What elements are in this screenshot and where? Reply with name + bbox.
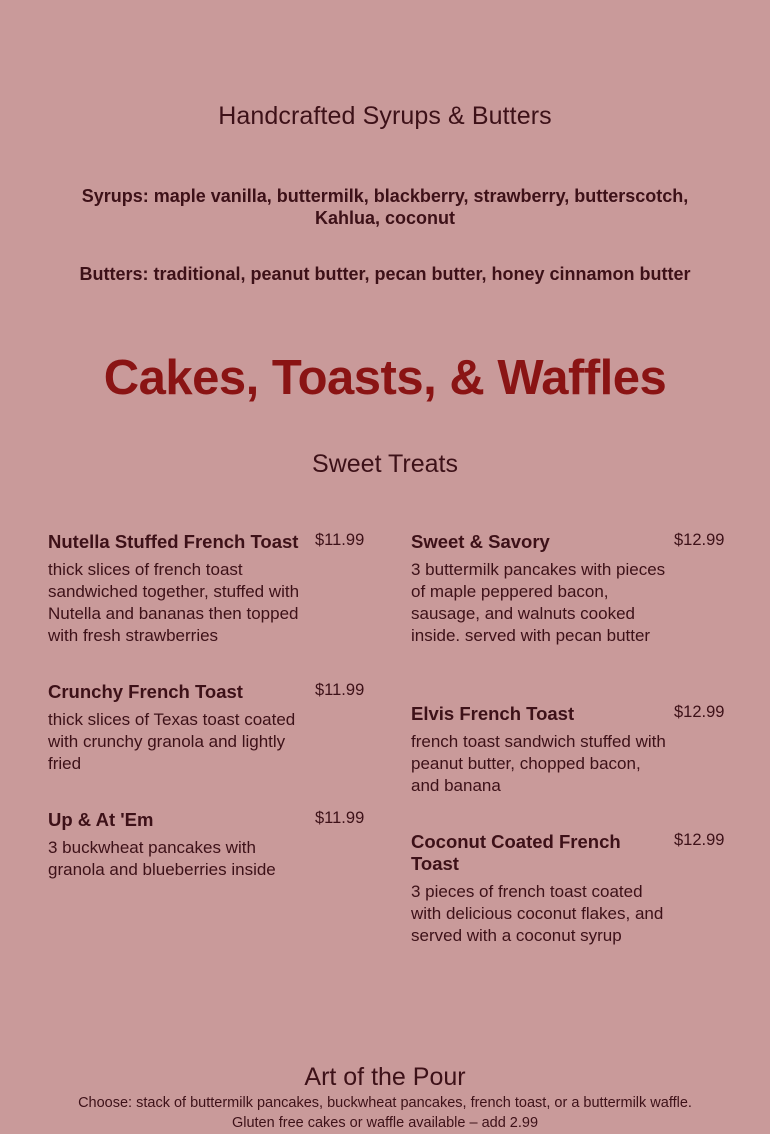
item-name: Elvis French Toast [411,703,575,724]
menu-title: Cakes, Toasts, & Waffles [103,351,667,405]
item-name: Coconut Coated French Toast [411,831,621,874]
item-price: $12.99 [674,831,725,849]
menu-item-crunchy-french-toast [48,681,310,775]
menu-item-sweet-and-savory [411,531,673,647]
item-name: Up & At 'Em [48,809,154,830]
menu-item-up-and-at-em [48,809,310,881]
item-name: Sweet & Savory [411,531,550,552]
menu-item-coconut-coated-french-toast [411,831,673,947]
butters-list: Butters: traditional, peanut butter, pecan butter, honey cinnamon butter [79,264,691,284]
item-price: $11.99 [315,531,365,549]
sweet-treats-heading: Sweet Treats [312,450,458,478]
item-price: $11.99 [315,809,365,827]
item-name: Crunchy French Toast [48,681,243,702]
item-description: french toast sandwich stuffed with peanut butter, chopped bacon, and banana [411,732,666,795]
item-description: 3 buckwheat pancakes with granola and blueberries inside [48,838,276,879]
item-price: $12.99 [674,703,725,721]
art-of-the-pour-heading: Art of the Pour [304,1063,466,1091]
item-description: thick slices of Texas toast coated with crunchy granola and lightly fried [48,710,296,773]
item-description: 3 pieces of french toast coated with delicious coconut flakes, and served with a coconut syrup [411,882,664,945]
item-description: thick slices of french toast sandwiched together, stuffed with Nutella and bananas then topped with fresh strawberries [48,560,300,645]
syrups-butters-heading: Handcrafted Syrups & Butters [218,102,552,130]
item-description: 3 buttermilk pancakes with pieces of maple peppered bacon, sausage, and walnuts cooked inside. served with pecan butter [411,560,666,645]
syrups-list: Syrups: maple vanilla, buttermilk, blackberry, strawberry, butterscotch, Kahlua, coconut [81,186,689,228]
pour-gluten-free-line: Gluten free cakes or waffle available – add 2.99 [231,1115,539,1131]
item-name: Nutella Stuffed French Toast [48,531,299,552]
item-price: $11.99 [315,681,365,699]
menu-item-nutella-stuffed-french-toast [48,531,310,647]
menu-item-elvis-french-toast [411,703,673,797]
pour-choose-line: Choose: stack of buttermilk pancakes, buckwheat pancakes, french toast, or a buttermilk waffle. [78,1095,692,1111]
item-price: $12.99 [674,531,725,549]
